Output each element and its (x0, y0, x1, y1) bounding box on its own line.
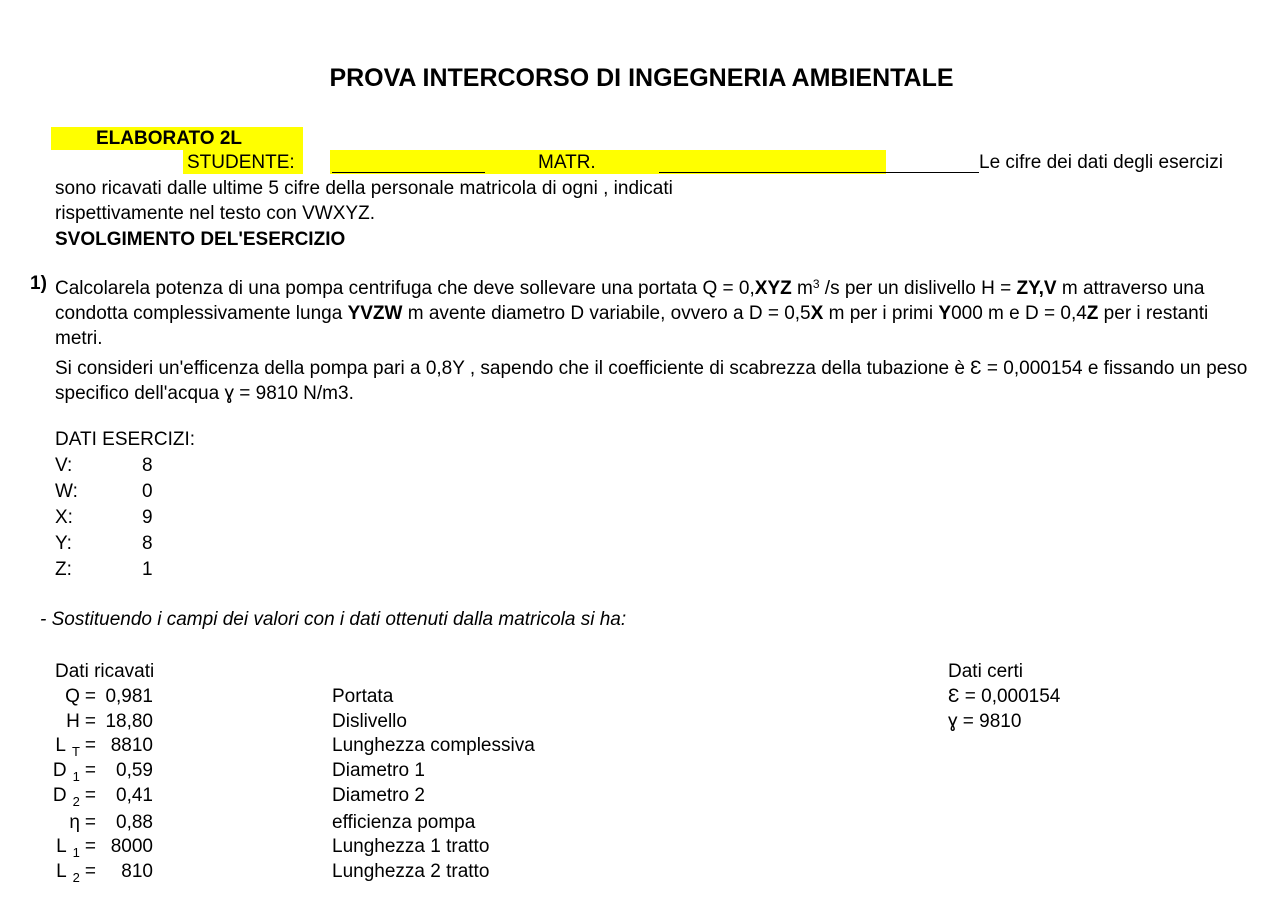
dati-ricavati-symbol-letter: L (55, 735, 66, 756)
dati-ricavati-symbol (65, 685, 96, 709)
svolgimento-heading: SVOLGIMENTO DEL'ESERCIZIO (55, 229, 346, 250)
dati-ricavati-description: Diametro 1 (332, 760, 425, 781)
dati-esercizi-label: Y: (55, 533, 72, 554)
dati-certi-row: ɣ = 9810 (948, 711, 1022, 732)
dati-ricavati-value: 810 (121, 861, 153, 882)
dati-ricavati-symbol (66, 710, 96, 734)
dati-ricavati-symbol (69, 811, 96, 835)
dati-ricavati-value: 8810 (110, 735, 153, 756)
dati-ricavati-symbol-letter: D (52, 760, 67, 781)
dati-ricavati-symbol (55, 734, 96, 759)
exercise-paragraph-2: Si consideri un'efficenza della pompa pari a 0,8Y , sapendo che il coefficiente di scabrezza della tubazione è Ɛ = 0,000154 e fissando un peso specifico dell'acqua ɣ = 9810 N/m3. (55, 358, 1248, 404)
dati-ricavati-description: Lunghezza 2 tratto (332, 861, 490, 882)
intro-line-2: sono ricavati dalle ultime 5 cifre della personale matricola di ogni , indicati (55, 178, 673, 199)
dati-ricavati-value: 0,88 (116, 812, 153, 833)
dati-ricavati-value: 0,981 (105, 686, 153, 707)
matr-label: MATR. (538, 152, 596, 173)
dati-ricavati-description: Dislivello (332, 711, 407, 732)
dati-ricavati-symbol-subscript: T (71, 744, 80, 759)
dati-ricavati-value: 0,41 (116, 785, 153, 806)
intro-line-3: rispettivamente nel testo con VWXYZ. (55, 203, 375, 224)
dati-ricavati-description: Diametro 2 (332, 785, 425, 806)
dati-ricavati-equals: = (84, 760, 96, 781)
dati-ricavati-symbol (53, 784, 96, 809)
dati-ricavati-equals: = (84, 711, 96, 732)
dati-esercizi-value: 8 (142, 455, 153, 476)
dati-ricavati-symbol-letter: η (69, 812, 80, 833)
exercise-number: 1) (30, 273, 47, 294)
intro-line-1: Le cifre dei dati degli esercizi (979, 152, 1223, 173)
dati-ricavati-value: 8000 (110, 836, 153, 857)
dati-ricavati-description: Lunghezza 1 tratto (332, 836, 490, 857)
dati-esercizi-label: Z: (55, 559, 72, 580)
sostituzione-line (40, 608, 626, 632)
dati-esercizi-value: 0 (142, 481, 153, 502)
dati-esercizi-label: W: (55, 481, 78, 502)
matr-field[interactable] (659, 172, 979, 173)
dati-ricavati-symbol (53, 759, 96, 784)
dati-certi-row: Ɛ = 0,000154 (948, 686, 1061, 707)
dati-ricavati-description: Portata (332, 686, 394, 707)
dati-ricavati-heading: Dati ricavati (55, 661, 155, 682)
studente-label: STUDENTE: (187, 152, 295, 173)
dati-ricavati-equals: = (84, 686, 96, 707)
dati-ricavati-equals: = (84, 861, 96, 882)
dati-ricavati-symbol-letter: Q (65, 686, 80, 707)
dati-esercizi-value: 1 (142, 559, 153, 580)
page-title: PROVA INTERCORSO DI INGEGNERIA AMBIENTALE (329, 64, 954, 92)
dati-ricavati-symbol (56, 860, 96, 885)
dati-ricavati-symbol-letter: H (66, 711, 80, 732)
sostituzione-text: - Sostituendo i campi dei valori con i dati ottenuti dalla matricola si ha: (40, 609, 627, 630)
dati-ricavati-symbol-subscript: 2 (72, 794, 80, 809)
dati-ricavati-symbol-subscript: 1 (72, 769, 80, 784)
dati-ricavati-symbol (56, 835, 96, 860)
dati-ricavati-symbol-letter: L (56, 836, 67, 857)
dati-esercizi-value: 8 (142, 533, 153, 554)
dati-ricavati-symbol-subscript: 2 (72, 870, 80, 885)
dati-certi-heading: Dati certi (948, 661, 1023, 682)
studente-field[interactable] (332, 172, 485, 173)
dati-ricavati-equals: = (84, 785, 96, 806)
exercise-paragraph-1: Calcolarela potenza di una pompa centrifuga che deve sollevare una portata Q = 0,XYZ $m^3$ /s per un dislivello H = ZY,V m attraverso una condotta complessivamente lunga YVZW m avente diametro D variabile, ovvero a D = 0,5X m per i primi Y000 m e D = 0,4Z per i restanti metri. (55, 277, 1209, 349)
dati-ricavati-value: 18,80 (105, 711, 153, 732)
elaborato-label: ELABORATO 2L (96, 128, 243, 149)
dati-ricavati-equals: = (84, 735, 96, 756)
dati-ricavati-value: 0,59 (116, 760, 153, 781)
dati-esercizi-label: V: (55, 455, 73, 476)
studente-field-highlight (330, 150, 886, 174)
dati-esercizi-label: X: (55, 507, 73, 528)
dati-esercizi-value: 9 (142, 507, 153, 528)
dati-ricavati-equals: = (84, 836, 96, 857)
dati-ricavati-symbol-letter: L (56, 861, 67, 882)
dati-ricavati-description: efficienza pompa (332, 812, 476, 833)
dati-ricavati-symbol-letter: D (52, 785, 67, 806)
dati-esercizi-heading: DATI ESERCIZI: (55, 429, 196, 450)
dati-ricavati-equals: = (84, 812, 96, 833)
dati-ricavati-description: Lunghezza complessiva (332, 735, 535, 756)
dati-ricavati-symbol-subscript: 1 (72, 845, 80, 860)
